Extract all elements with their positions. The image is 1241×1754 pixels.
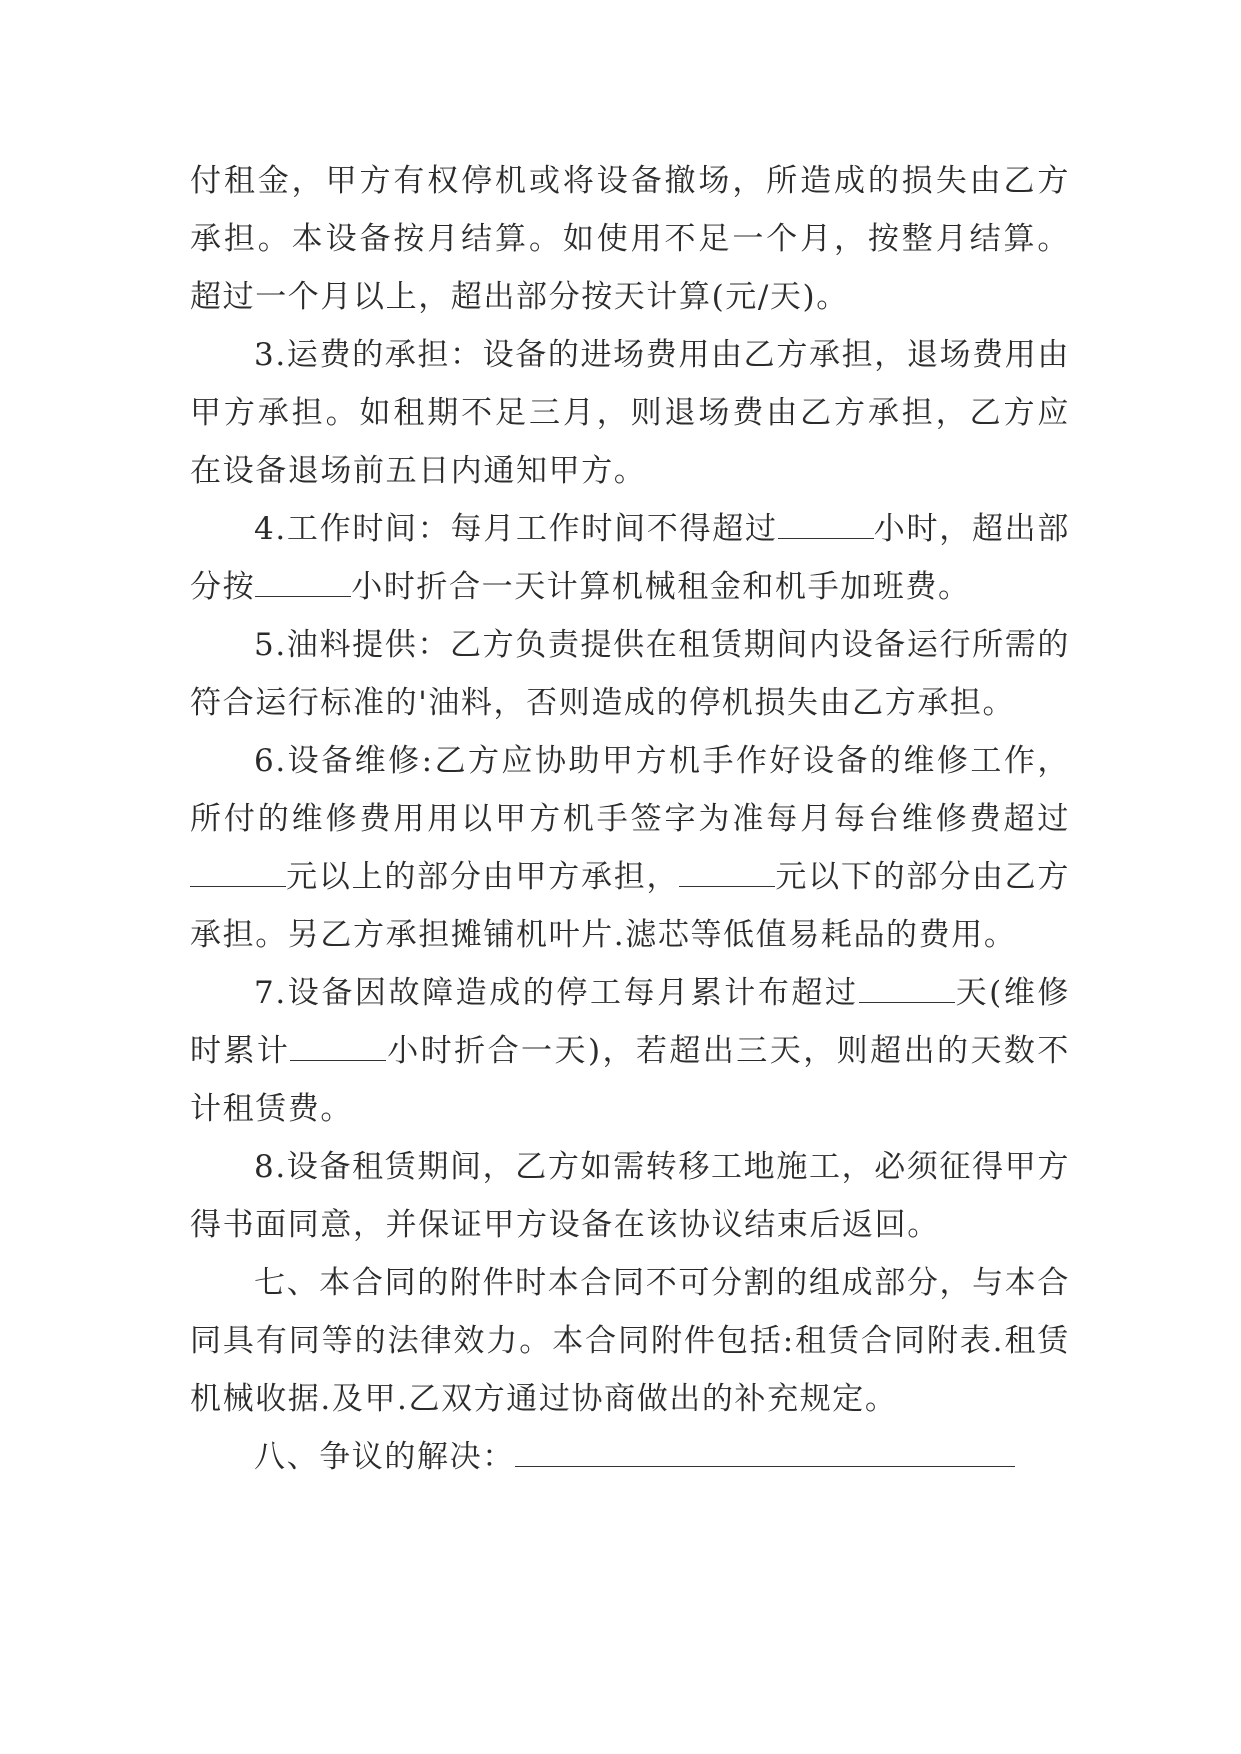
text-segment: 天(维修时累计 bbox=[190, 975, 1070, 1069]
text-segment: 5.油料提供：乙方负责提供在租赁期间内设备运行所需的符合运行标准的'油料，否则造成的停机损失由乙方承担。 bbox=[190, 627, 1070, 721]
paragraph-rent-continued bbox=[190, 152, 1070, 326]
paragraph-section-7-attachments bbox=[190, 1254, 1070, 1428]
paragraph-clause-3-freight bbox=[190, 326, 1070, 500]
fill-in-blank[interactable] bbox=[859, 972, 955, 1003]
paragraph-section-8-dispute bbox=[190, 1428, 1070, 1486]
text-segment: 3.运费的承担：设备的进场费用由乙方承担，退场费用由甲方承担。如租期不足三月，则退场费由乙方承担，乙方应在设备退场前五日内通知甲方。 bbox=[190, 337, 1070, 489]
text-segment: 八、争议的解决： bbox=[254, 1439, 515, 1475]
text-segment: 小时折合一天)，若超出三天，则超出的天数不计租赁费。 bbox=[190, 1033, 1070, 1127]
paragraph-clause-7-downtime bbox=[190, 964, 1070, 1138]
fill-in-blank[interactable] bbox=[190, 856, 286, 887]
text-segment: 4.工作时间：每月工作时间不得超过 bbox=[254, 511, 778, 547]
paragraph-clause-4-working-hours bbox=[190, 500, 1070, 616]
paragraph-clause-5-fuel bbox=[190, 616, 1070, 732]
text-segment: 付租金，甲方有权停机或将设备撤场，所造成的损失由乙方承担。本设备按月结算。如使用不足一个月，按整月结算。超过一个月以上，超出部分按天计算(元/天)。 bbox=[190, 163, 1070, 315]
text-segment: 元以下的部分由乙方承担。另乙方承担摊铺机叶片.滤芯等低值易耗品的费用。 bbox=[190, 859, 1070, 953]
text-segment: 元以上的部分由甲方承担， bbox=[286, 859, 680, 895]
text-segment: 小时，超出部分按 bbox=[190, 511, 1070, 605]
paragraph-clause-8-site-transfer bbox=[190, 1138, 1070, 1254]
fill-in-blank[interactable] bbox=[290, 1030, 386, 1061]
dispute-resolution-blank[interactable] bbox=[515, 1436, 1015, 1467]
text-segment: 小时折合一天计算机械租金和机手加班费。 bbox=[351, 569, 971, 605]
fill-in-blank[interactable] bbox=[778, 508, 874, 539]
text-segment: 8.设备租赁期间，乙方如需转移工地施工，必须征得甲方得书面同意，并保证甲方设备在该协议结束后返回。 bbox=[190, 1149, 1070, 1243]
contract-body bbox=[190, 152, 1070, 1486]
fill-in-blank[interactable] bbox=[679, 856, 775, 887]
text-segment: 7.设备因故障造成的停工每月累计布超过 bbox=[254, 975, 859, 1011]
fill-in-blank[interactable] bbox=[255, 566, 351, 597]
text-segment: 七、本合同的附件时本合同不可分割的组成部分，与本合同具有同等的法律效力。本合同附件包括:租赁合同附表.租赁机械收据.及甲.乙双方通过协商做出的补充规定。 bbox=[190, 1265, 1070, 1417]
text-segment: 6.设备维修:乙方应协助甲方机手作好设备的维修工作，所付的维修费用用以甲方机手签字为准每月每台维修费超过 bbox=[190, 743, 1070, 837]
paragraph-clause-6-maintenance bbox=[190, 732, 1070, 964]
